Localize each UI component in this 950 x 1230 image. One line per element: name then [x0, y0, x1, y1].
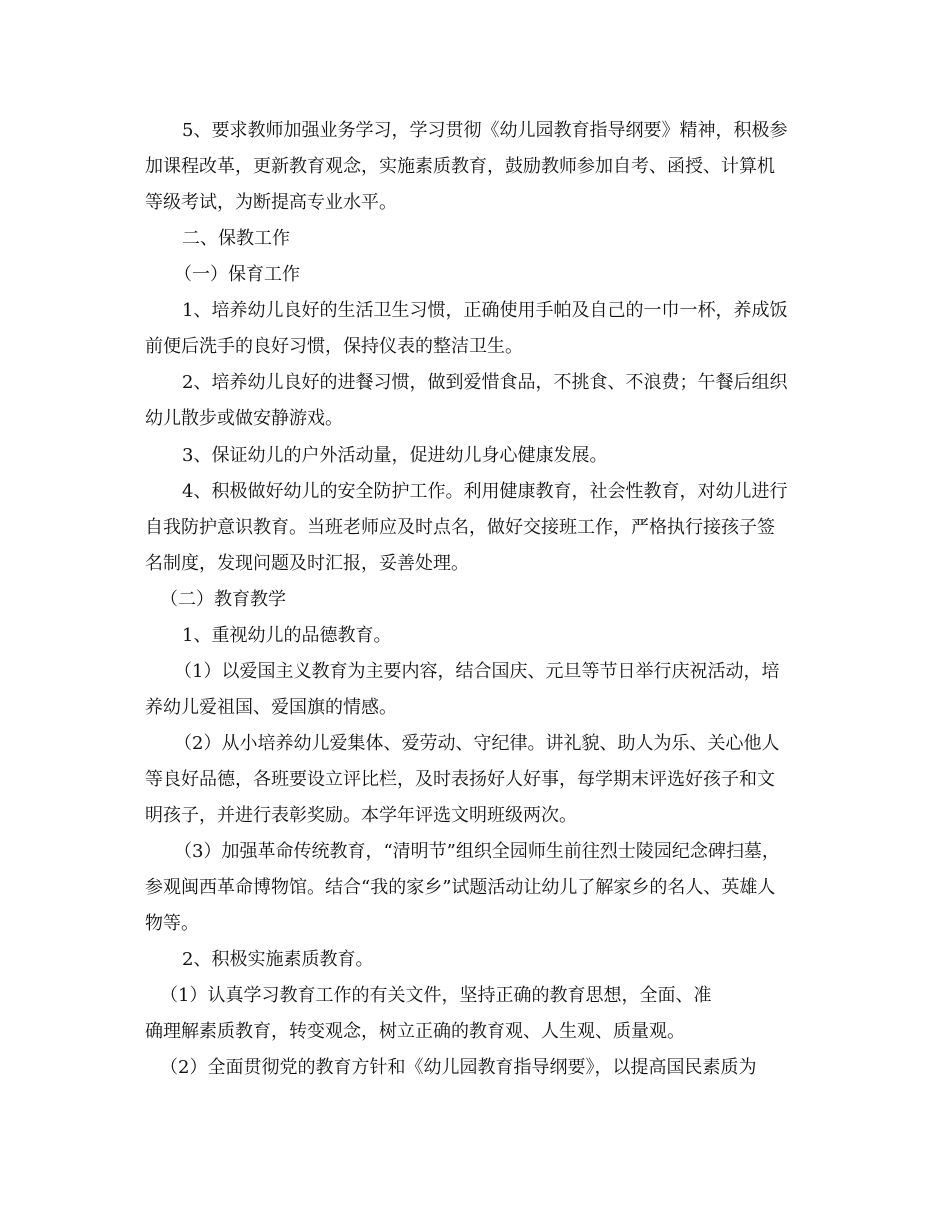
- text-line: 2、培养幼儿良好的进餐习惯，做到爱惜食品，不挑食、不浪费；午餐后组织: [182, 372, 788, 393]
- text-line: （2）全面贯彻党的教育方针和《幼儿园教育指导纲要》，以提高国民素质为: [160, 1057, 757, 1078]
- text-line: （3）加强革命传统教育，“清明节”组织全园师生前往烈士陵园纪念碑扫墓，: [174, 841, 780, 862]
- text-line: 自我防护意识教育。当班老师应及时点名，做好交接班工作，严格执行接孩子签: [145, 517, 775, 538]
- text-line: 确理解素质教育，转变观念，树立正确的教育观、人生观、质量观。: [145, 1021, 685, 1042]
- text-line: （1）以爱国主义教育为主要内容，结合国庆、元旦等节日举行庆祝活动，培: [174, 661, 780, 682]
- section-heading: 二、保教工作: [182, 228, 290, 249]
- text-line: 4、积极做好幼儿的安全防护工作。利用健康教育，社会性教育，对幼儿进行: [182, 481, 788, 502]
- text-line: 1、重视幼儿的品德教育。: [182, 625, 392, 646]
- text-line: 5、要求教师加强业务学习，学习贯彻《幼儿园教育指导纲要》精神，积极参: [182, 120, 788, 141]
- text-line: 参观闽西革命博物馆。结合“我的家乡”试题活动让幼儿了解家乡的名人、英雄人: [145, 877, 776, 898]
- text-line: 明孩子，并进行表彰奖励。本学年评选文明班级两次。: [145, 805, 577, 826]
- text-line: 3、保证幼儿的户外活动量，促进幼儿身心健康发展。: [182, 445, 608, 466]
- text-line: 名制度，发现问题及时汇报，妥善处理。: [145, 553, 469, 574]
- text-line: 幼儿散步或做安静游戏。: [145, 408, 343, 429]
- text-line: 加课程改革，更新教育观念，实施素质教育，鼓励教师参加自考、函授、计算机: [145, 156, 775, 177]
- text-line: （2）从小培养幼儿爱集体、爱劳动、守纪律。讲礼貌、助人为乐、关心他人: [174, 733, 780, 754]
- text-line: 养幼儿爱祖国、爱国旗的情感。: [145, 697, 397, 718]
- text-line: 2、积极实施素质教育。: [182, 949, 374, 970]
- subsection-heading: （二）教育教学: [160, 589, 286, 610]
- subsection-heading: （一）保育工作: [174, 264, 300, 285]
- text-line: 前便后洗手的良好习惯，保持仪表的整洁卫生。: [145, 336, 523, 357]
- text-line: 等级考试，为断提高专业水平。: [145, 192, 397, 213]
- text-line: 物等。: [145, 913, 199, 934]
- text-line: 1、培养幼儿良好的生活卫生习惯，正确使用手帕及自己的一巾一杯，养成饭: [182, 300, 788, 321]
- text-line: 等良好品德，各班要设立评比栏，及时表扬好人好事，每学期末评选好孩子和文: [145, 769, 775, 790]
- text-line: （1）认真学习教育工作的有关文件，坚持正确的教育思想，全面、准: [160, 985, 712, 1006]
